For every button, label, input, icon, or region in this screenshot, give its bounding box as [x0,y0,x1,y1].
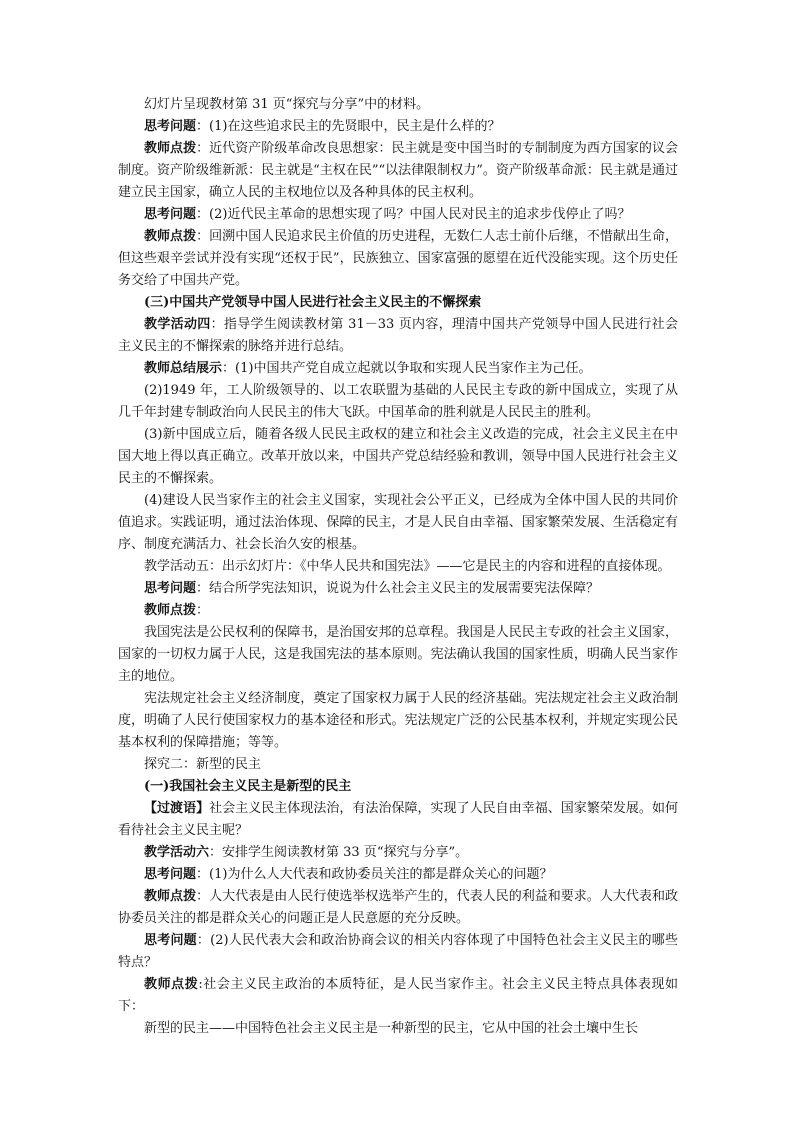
paragraph [118,314,678,358]
paragraph [118,204,678,226]
section-heading: (三)中国共产党领导中国人民进行社会主义民主的不懈探索 [144,295,482,310]
paragraph-label: 思考问题 [144,581,197,596]
paragraph [118,1018,678,1040]
paragraph-label: 【过渡语】 [144,801,210,816]
paragraph [118,116,678,138]
section-heading: (一)我国社会主义民主是新型的民主 [144,779,352,794]
label-separator: ： [196,889,210,904]
paragraph-text: 人大代表是由人民行使选举权选举产生的，代表人民的利益和要求。人大代表和政协委员关注的都是群众关心的问题正是人民意愿的充分反映。 [118,889,678,926]
paragraph-text: (1)中国共产党自成立起就以争取和实现人民当家作主为己任。 [235,361,592,376]
paragraph-text: 安排学生阅读教材第 33 页“探究与分享”。 [222,845,469,860]
label-separator: ： [209,845,223,860]
paragraph [118,94,678,116]
label-separator: ： [196,581,210,596]
paragraph-text: 回溯中国人民追求民主价值的历史进程，无数仁人志士前仆后继，不惜献出生命，但这些艰辛尝试并没有实现“还权于民”，民族独立、国家富强的愿望在近代没能实现。这个历史任务交给了中国共产党。 [118,229,678,288]
paragraph-text: 指导学生阅读教材第 31－33 页内容，理清中国共产党领导中国人民进行社会主义民主的不懈探索的脉络并进行总结。 [118,317,678,354]
paragraph-text: 新型的民主——中国特色社会主义民主是一种新型的民主，它从中国的社会土壤中生长 [144,1021,639,1036]
paragraph [118,226,678,292]
label-separator: ： [222,361,236,376]
label-separator: ： [196,229,210,244]
label-separator: ： [196,119,210,134]
paragraph-label: 教师点拨 [144,889,197,904]
paragraph-label: 教师点拨 [144,141,197,156]
label-separator: : [198,977,203,992]
label-separator: ： [196,603,210,618]
paragraph-text: 幻灯片呈现教材第 31 页“探究与分享”中的材料。 [144,97,430,112]
paragraph [118,798,678,842]
paragraph [118,754,678,776]
paragraph-label: 教学活动四 [144,317,211,332]
paragraph-text: 结合所学宪法知识，说说为什么社会主义民主的发展需要宪法保障？ [209,581,600,596]
label-separator: ： [196,867,210,882]
paragraph-text: 社会主义民主体现法治，有法治保障，实现了人民自由幸福、国家繁荣发展。如何看待社会主义民主呢？ [118,801,678,838]
paragraph-text: (2)1949 年，工人阶级领导的、以工农联盟为基础的人民民主专政的新中国成立，实现了从几千年封建专制政治向人民民主的伟大飞跃。中国革命的胜利就是人民民主的胜利。 [118,383,678,420]
paragraph [118,688,678,754]
paragraph [118,424,678,490]
paragraph-text: (2)人民代表大会和政治协商会议的相关内容体现了中国特色社会主义民主的哪些特点？ [118,933,678,970]
paragraph-text: (2)近代民主革命的思想实现了吗？中国人民对民主的追求步伐停止了吗？ [209,207,631,222]
paragraph [118,138,678,204]
paragraph [118,490,678,556]
label-separator: ： [210,317,224,332]
paragraph-text: 宪法规定社会主义经济制度，奠定了国家权力属于人民的经济基础。宪法规定社会主义政治制度，明确了人民行使国家权力的基本途径和形式。宪法规定广泛的公民基本权利，并规定实现公民基本权利的保障措施；等等。 [118,691,678,750]
paragraph-label: 教学活动六 [144,845,210,860]
paragraph-label: 教师点拨 [144,229,197,244]
paragraph-text: 社会主义民主政治的本质特征，是人民当家作主。社会主义民主特点具体表现如下： [118,977,678,1014]
paragraph-label: 思考问题 [144,207,197,222]
paragraph-text: 教学活动五：出示幻灯片：《中华人民共和国宪法》——它是民主的内容和进程的直接体现。 [144,559,671,574]
paragraph-text: (3)新中国成立后，随着各级人民民主政权的建立和社会主义改造的完成，社会主义民主在中国大地上得以真正确立。改革开放以来，中国共产党总结经验和教训，领导中国人民进行社会主义民主的不懈探索。 [118,427,678,486]
paragraph-text: (4)建设人民当家作主的社会主义国家，实现社会公平正义，已经成为全体中国人民的共同价值追求。实践证明，通过法治体现、保障的民主，才是人民自由幸福、国家繁荣发展、生活稳定有序、制度充满活力、社会长治久安的根基。 [118,493,678,552]
paragraph [118,578,678,600]
paragraph-label: 思考问题 [144,933,197,948]
paragraph-label: 思考问题 [144,867,197,882]
paragraph-text: 我国宪法是公民权利的保障书，是治国安邦的总章程。我国是人民民主专政的社会主义国家，国家的一切权力属于人民，这是我国宪法的基本原则。宪法确认我国的国家性质，明确人民当家作主的地位。 [118,625,678,684]
paragraph [118,974,678,1018]
paragraph [118,358,678,380]
label-separator: ： [196,933,211,948]
paragraph [118,864,678,886]
paragraph-label: 教师总结展示 [144,361,223,376]
label-separator: ： [196,141,210,156]
paragraph [118,556,678,578]
paragraph [118,600,678,622]
label-separator: ： [196,207,210,222]
paragraph [118,886,678,930]
paragraph [118,842,678,864]
paragraph-label: 教师点拨 [144,977,199,992]
paragraph-text: 探究二：新型的民主 [144,757,262,772]
paragraph [118,930,678,974]
paragraph-text: (1)为什么人大代表和政协委员关注的都是群众关心的问题？ [209,867,553,882]
paragraph [118,622,678,688]
paragraph-label: 思考问题 [144,119,197,134]
document-page [118,94,678,1040]
paragraph-text: (1)在这些追求民主的先贤眼中，民主是什么样的？ [209,119,501,134]
paragraph [118,380,678,424]
paragraph-label: 教师点拨 [144,603,197,618]
paragraph-text: 近代资产阶级革命改良思想家：民主就是变中国当时的专制制度为西方国家的议会制度。资产阶级维新派：民主就是“主权在民”“以法律限制权力”。资产阶级革命派：民主就是通过建立民主国家，确立人民的主权地位以及各种具体的民主权利。 [118,141,678,200]
